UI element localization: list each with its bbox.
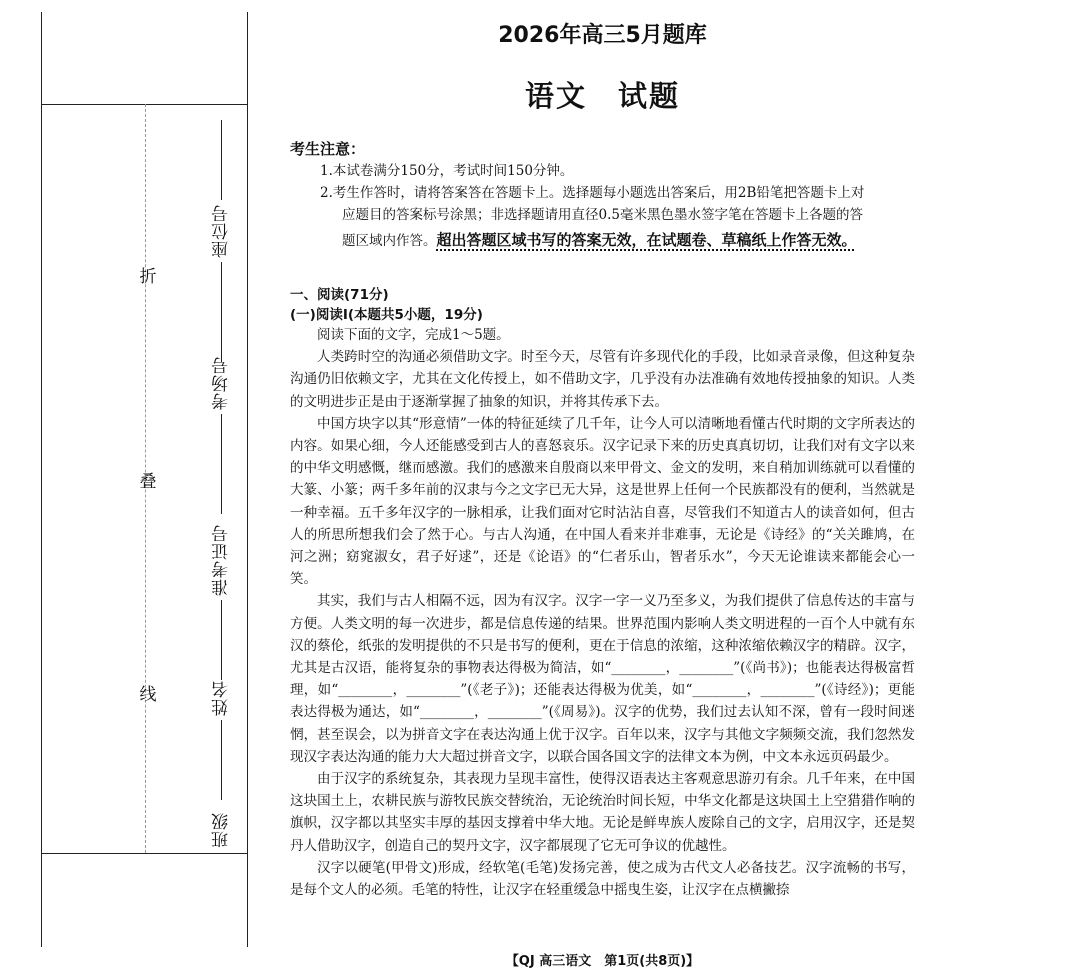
notice-item-line	[320, 229, 915, 252]
notice-item-line: 2.考生作答时，请将答案答在答题卡上。选择题每小题选出答案后，用2B铅笔把答题卡上对	[320, 185, 865, 202]
page-footer: 【QJ 高三语文 第1页(共8页)】	[505, 954, 700, 969]
subject-title: 语文 试题	[524, 79, 680, 113]
passage-paragraph: 其实，我们与古人相隔不远，因为有汉字。汉字一字一义乃至多义，为我们提供了信息传达的丰富与方便。人类文明的每一次进步，都是信息传递的结果。世界范围内影响人类文明进程的一百个人中就有东汉的蔡伦，纸张的发明提供的不只是书写的便利，更在于信息的浓缩，这种浓缩依赖汉字的精辟。汉字，尤其是古汉语，能将复杂的事物表达得极为简洁，如“________，________”(《尚书》)；也能表达得极富哲理，如“________，________”(《老子》)；还能表达得极为优美，如“________，________”(《诗经》)；更能表达得极为通达，如“________，________”(《周易》)。汉字的优势，我们过去认知不深，曾有一段时间迷惘，甚至误会，以为拼音文字在表达沟通上优于汉字。百年以来，汉字与其他文字频频交流，我们忽然发现汉字表达沟通的能力大大超过拼音文字，以联合国各国文字的法律文本为例，中文本永远页码最少。	[290, 593, 915, 765]
admission-ticket-field[interactable]	[206, 524, 236, 680]
seat-number-field[interactable]	[206, 120, 236, 362]
notice-heading: 考生注意：	[290, 140, 366, 158]
notice-list	[320, 160, 915, 252]
name-field[interactable]	[206, 680, 236, 800]
strip-border-left	[41, 12, 42, 947]
section-subtitle: (一)阅读Ⅰ(本题共5小题，19分)	[290, 307, 483, 323]
exam-room-field[interactable]	[206, 356, 236, 514]
passage-paragraph: 由于汉字的系统复杂，其表现力呈现丰富性，使得汉语表达主客观意思游刃有余。几千年来，在中国这块国土上，农耕民族与游牧民族交替统治，无论统治时间长短，中华文化都是这块国土上空猎猎作响的旗帜，汉字都以其坚实丰厚的基因支撑着中华大地。无论是鲜卑族人废除自己的文字，启用汉字，还是契丹人借助汉字，创造自己的契丹文字，汉字都展现了它无可争议的优越性。	[290, 771, 915, 854]
strip-bottom-rule	[41, 853, 248, 854]
passage-paragraph: 汉字以硬笔(甲骨文)形成，经软笔(毛笔)发扬完善，使之成为古代文人必备技艺。汉字流畅的书写，是每个文人的必须。毛笔的特性，让汉字在轻重缓急中摇曳生姿，让汉字在点横撇捺	[290, 859, 915, 899]
notice-item-line: 应题目的答案标号涂黑；非选择题请用直径0.5毫米黑色墨水签字笔在答题卡上各题的答	[342, 207, 863, 224]
class-field[interactable]	[206, 812, 236, 848]
passage-paragraph: 人类跨时空的沟通必须借助文字。时至今天，尽管有许多现代化的手段，比如录音录像，但这种复杂沟通仍旧依赖文字，尤其在文化传授上，如不借助文字，几乎没有办法准确有效地传授抽象的知识。人类的文明进步正是由于逐渐掌握了抽象的知识，并将其传承下去。	[290, 349, 915, 410]
notice-item: 1.本试卷满分150分，考试时间150分钟。	[320, 163, 574, 179]
fold-mark: 折	[139, 267, 157, 287]
strip-border-right	[247, 12, 248, 947]
admission-ticket-label: 准考证号	[211, 524, 232, 596]
seat-number-label: 座位号	[211, 204, 232, 258]
fold-mark: 叠	[139, 472, 157, 492]
section-title: 一、阅读(71分)	[290, 287, 389, 303]
binding-strip	[0, 0, 255, 980]
notice-item-text: 题区域内作答。	[342, 232, 437, 249]
instruction: 阅读下面的文字，完成1～5题。	[317, 327, 510, 343]
reading-passage	[290, 324, 915, 901]
exam-title: 2026年高三5月题库	[498, 23, 707, 48]
exam-room-label: 考场号	[211, 356, 232, 410]
notice-item	[320, 182, 915, 252]
passage-paragraph: 中国方块字以其“形意情”一体的特征延续了几千年，让今人可以清晰地看懂古代时期的文字所表达的内容。如果心细，今人还能感受到古人的喜怒哀乐。汉字记录下来的历史真真切切，让我们对有文字以来的中华文明感慨，继而感激。我们的感激来自殷商以来甲骨文、金文的发明，来自稍加训练就可以看懂的大篆、小篆；两千多年前的汉隶与今之文字已无大异，这是世界上任何一个民族都没有的便利，当然就是一种幸福。五千多年汉字的一脉相承，让我们面对它时沾沾自喜，尽管我们不知道古人的读音如何，但古人的所思所想我们会了然于心。与古人沟通，在中国人看来并非难事，无论是《诗经》的“关关雎鸠，在河之洲；窈窕淑女，君子好逑”，还是《论语》的“仁者乐山，智者乐水”，今天无论谁读来都能会心一笑。	[290, 415, 915, 588]
name-label: 姓名	[211, 680, 232, 716]
class-label: 班级	[211, 812, 232, 848]
fold-mark: 线	[139, 685, 157, 705]
notice-warning: 超出答题区域书写的答案无效，在试题卷、草稿纸上作答无效。	[436, 230, 857, 249]
